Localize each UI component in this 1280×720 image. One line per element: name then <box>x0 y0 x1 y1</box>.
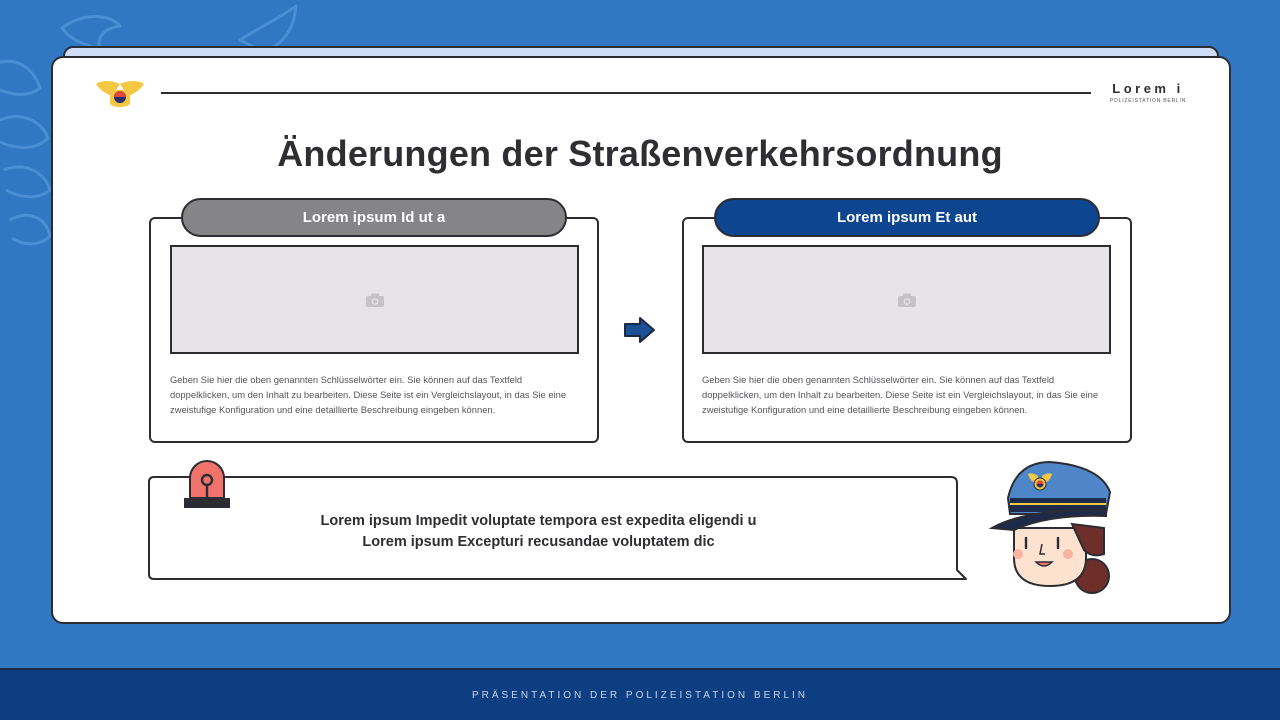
footer-text: PRÄSENTATION DER POLIZEISTATION BERLIN <box>471 689 809 701</box>
comparison-label-right: Lorem ipsum Et aut <box>714 198 1100 237</box>
callout-line-2: Lorem ipsum Excepturi recusandae voluptatem dic <box>362 534 715 550</box>
brand-block <box>1106 81 1190 104</box>
camera-icon <box>366 293 384 307</box>
brand-subtitle: POLIZEISTATION BERLIN <box>1109 98 1187 104</box>
description-left: Geben Sie hier die oben genannten Schlüsselwörter ein. Sie können auf das Textfeld doppelklicken, um den Inhalt zu bearbeiten. Diese Seite ist ein Vergleichslayout, in das Sie eine zweistufige Konfiguration und eine detaillierte Beschreibung eingeben können. <box>170 374 567 415</box>
siren-icon <box>183 460 231 510</box>
footer-bar <box>0 668 1280 720</box>
image-placeholder-left[interactable] <box>170 245 579 354</box>
callout-text <box>150 511 927 553</box>
image-placeholder-right[interactable] <box>702 245 1111 354</box>
brand-name: Lorem i <box>1112 81 1184 96</box>
callout-line-1: Lorem ipsum Impedit voluptate tempora est expedita eligendi u <box>320 513 757 529</box>
arrow-right-icon <box>623 316 657 344</box>
police-wing-badge-icon <box>96 78 144 110</box>
camera-icon <box>898 293 916 307</box>
page-title: Änderungen der Straßenverkehrsordnung <box>277 133 1003 174</box>
police-officer-illustration <box>988 458 1118 598</box>
description-right: Geben Sie hier die oben genannten Schlüsselwörter ein. Sie können auf das Textfeld doppelklicken, um den Inhalt zu bearbeiten. Diese Seite ist ein Vergleichslayout, in das Sie eine zweistufige Konfiguration und eine detaillierte Beschreibung eingeben können. <box>702 374 1099 415</box>
comparison-label-left: Lorem ipsum Id ut a <box>181 198 567 237</box>
header-divider <box>161 92 1091 94</box>
